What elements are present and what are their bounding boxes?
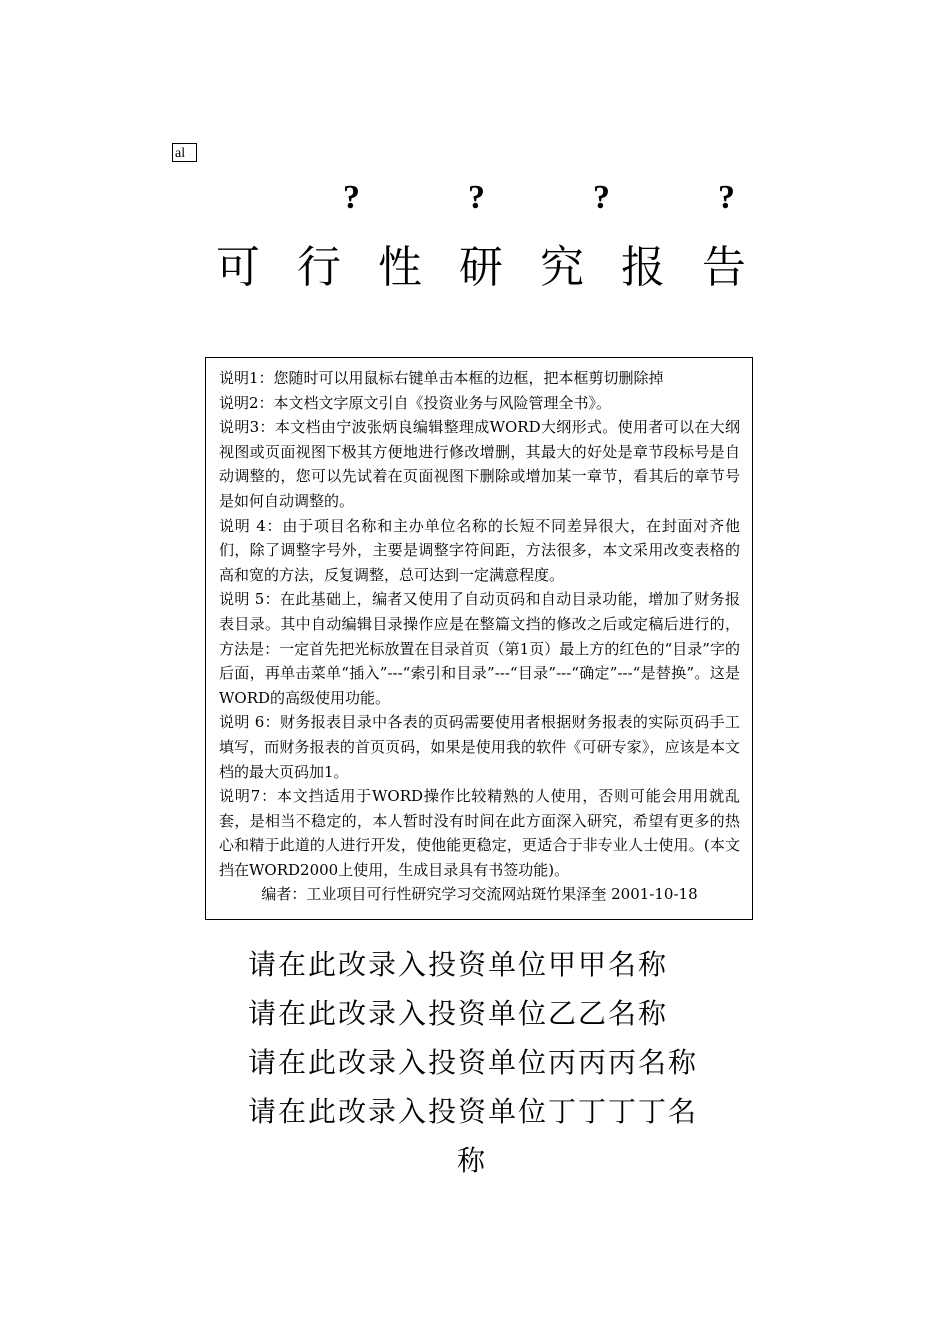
note-paragraph-5: 说明 5：在此基础上，编者又使用了自动页码和自动目录功能，增加了财务报表目录。其中自动编辑目录操作应是在整篇文挡的修改之后或定稿后进行的，方法是：一定首先把光标放置在目录首页（第1页）最上方的红色的“目录”字的后面，再单击菜单“插入”---“索引和目录”---“目录”---“确定”---“是替换”。这是WORD的高级使用功能。 <box>219 590 740 707</box>
placeholder-mark: ? <box>468 179 485 216</box>
placeholder-marks-row <box>0 178 950 218</box>
note-paragraph-3: 说明3：本文档由宁波张炳良编辑整理成WORD大纲形式。使用者可以在大纲视图或页面视图下极其方便地进行修改增删，其最大的好处是章节段标号是自动调整的，您可以先试着在页面视图下删除或增加某一章节，看其后的章节号是如何自动调整的。 <box>219 418 740 510</box>
tag-label-box: al <box>172 143 197 162</box>
investor-line-4-wrap[interactable]: 称 <box>456 1144 487 1177</box>
document-title <box>216 240 746 296</box>
title-char: 可 <box>216 242 260 293</box>
title-char: 究 <box>540 242 584 293</box>
investor-names-block <box>248 940 708 1185</box>
note-paragraph-7: 说明7：本文挡适用于WORD操作比较精熟的人使用，否则可能会用用就乱套，是相当不稳定的，本人暂时没有时间在此方面深入研究，希望有更多的热心和精于此道的人进行开发，使他能更稳定，更适合于非专业人士使用。(本文挡在WORD2000上使用，生成目录具有书签功能)。 <box>219 787 740 879</box>
instructions-text-box[interactable] <box>205 357 753 920</box>
investor-line-4[interactable]: 请在此改录入投资单位丁丁丁丁名 <box>248 1095 699 1128</box>
placeholder-mark: ? <box>593 179 610 216</box>
title-char: 报 <box>621 242 665 293</box>
note-paragraph-2: 说明2：本文档文字原文引自《投资业务与风险管理全书》。 <box>219 393 612 412</box>
title-char: 性 <box>378 242 422 293</box>
note-paragraph-4: 说明 4：由于项目名称和主办单位名称的长短不同差异很大，在封面对齐他们，除了调整字号外，主要是调整字符间距，方法很多，本文采用改变表格的高和宽的方法，反复调整，总可达到一定满意程度。 <box>219 516 740 584</box>
investor-line-3[interactable]: 请在此改录入投资单位丙丙丙名称 <box>248 1046 699 1079</box>
title-char: 行 <box>297 242 341 293</box>
investor-line-2[interactable]: 请在此改录入投资单位乙乙名称 <box>248 997 669 1030</box>
placeholder-mark: ? <box>343 179 360 216</box>
editor-credit: 编者：工业项目可行性研究学习交流网站斑竹果泽奎 2001-10-18 <box>261 885 698 904</box>
note-paragraph-1: 说明1：您随时可以用鼠标右键单击本框的边框，把本框剪切删除掉 <box>219 369 664 387</box>
note-paragraph-6: 说明 6：财务报表目录中各表的页码需要使用者根据财务报表的实际页码手工填写，而财务报表的首页页码，如果是使用我的软件《可研专家》，应该是本文档的最大页码加1。 <box>219 713 740 781</box>
investor-line-1[interactable]: 请在此改录入投资单位甲甲名称 <box>248 948 669 981</box>
title-char: 告 <box>702 242 746 293</box>
placeholder-mark: ? <box>718 179 735 216</box>
title-char: 研 <box>459 242 503 293</box>
